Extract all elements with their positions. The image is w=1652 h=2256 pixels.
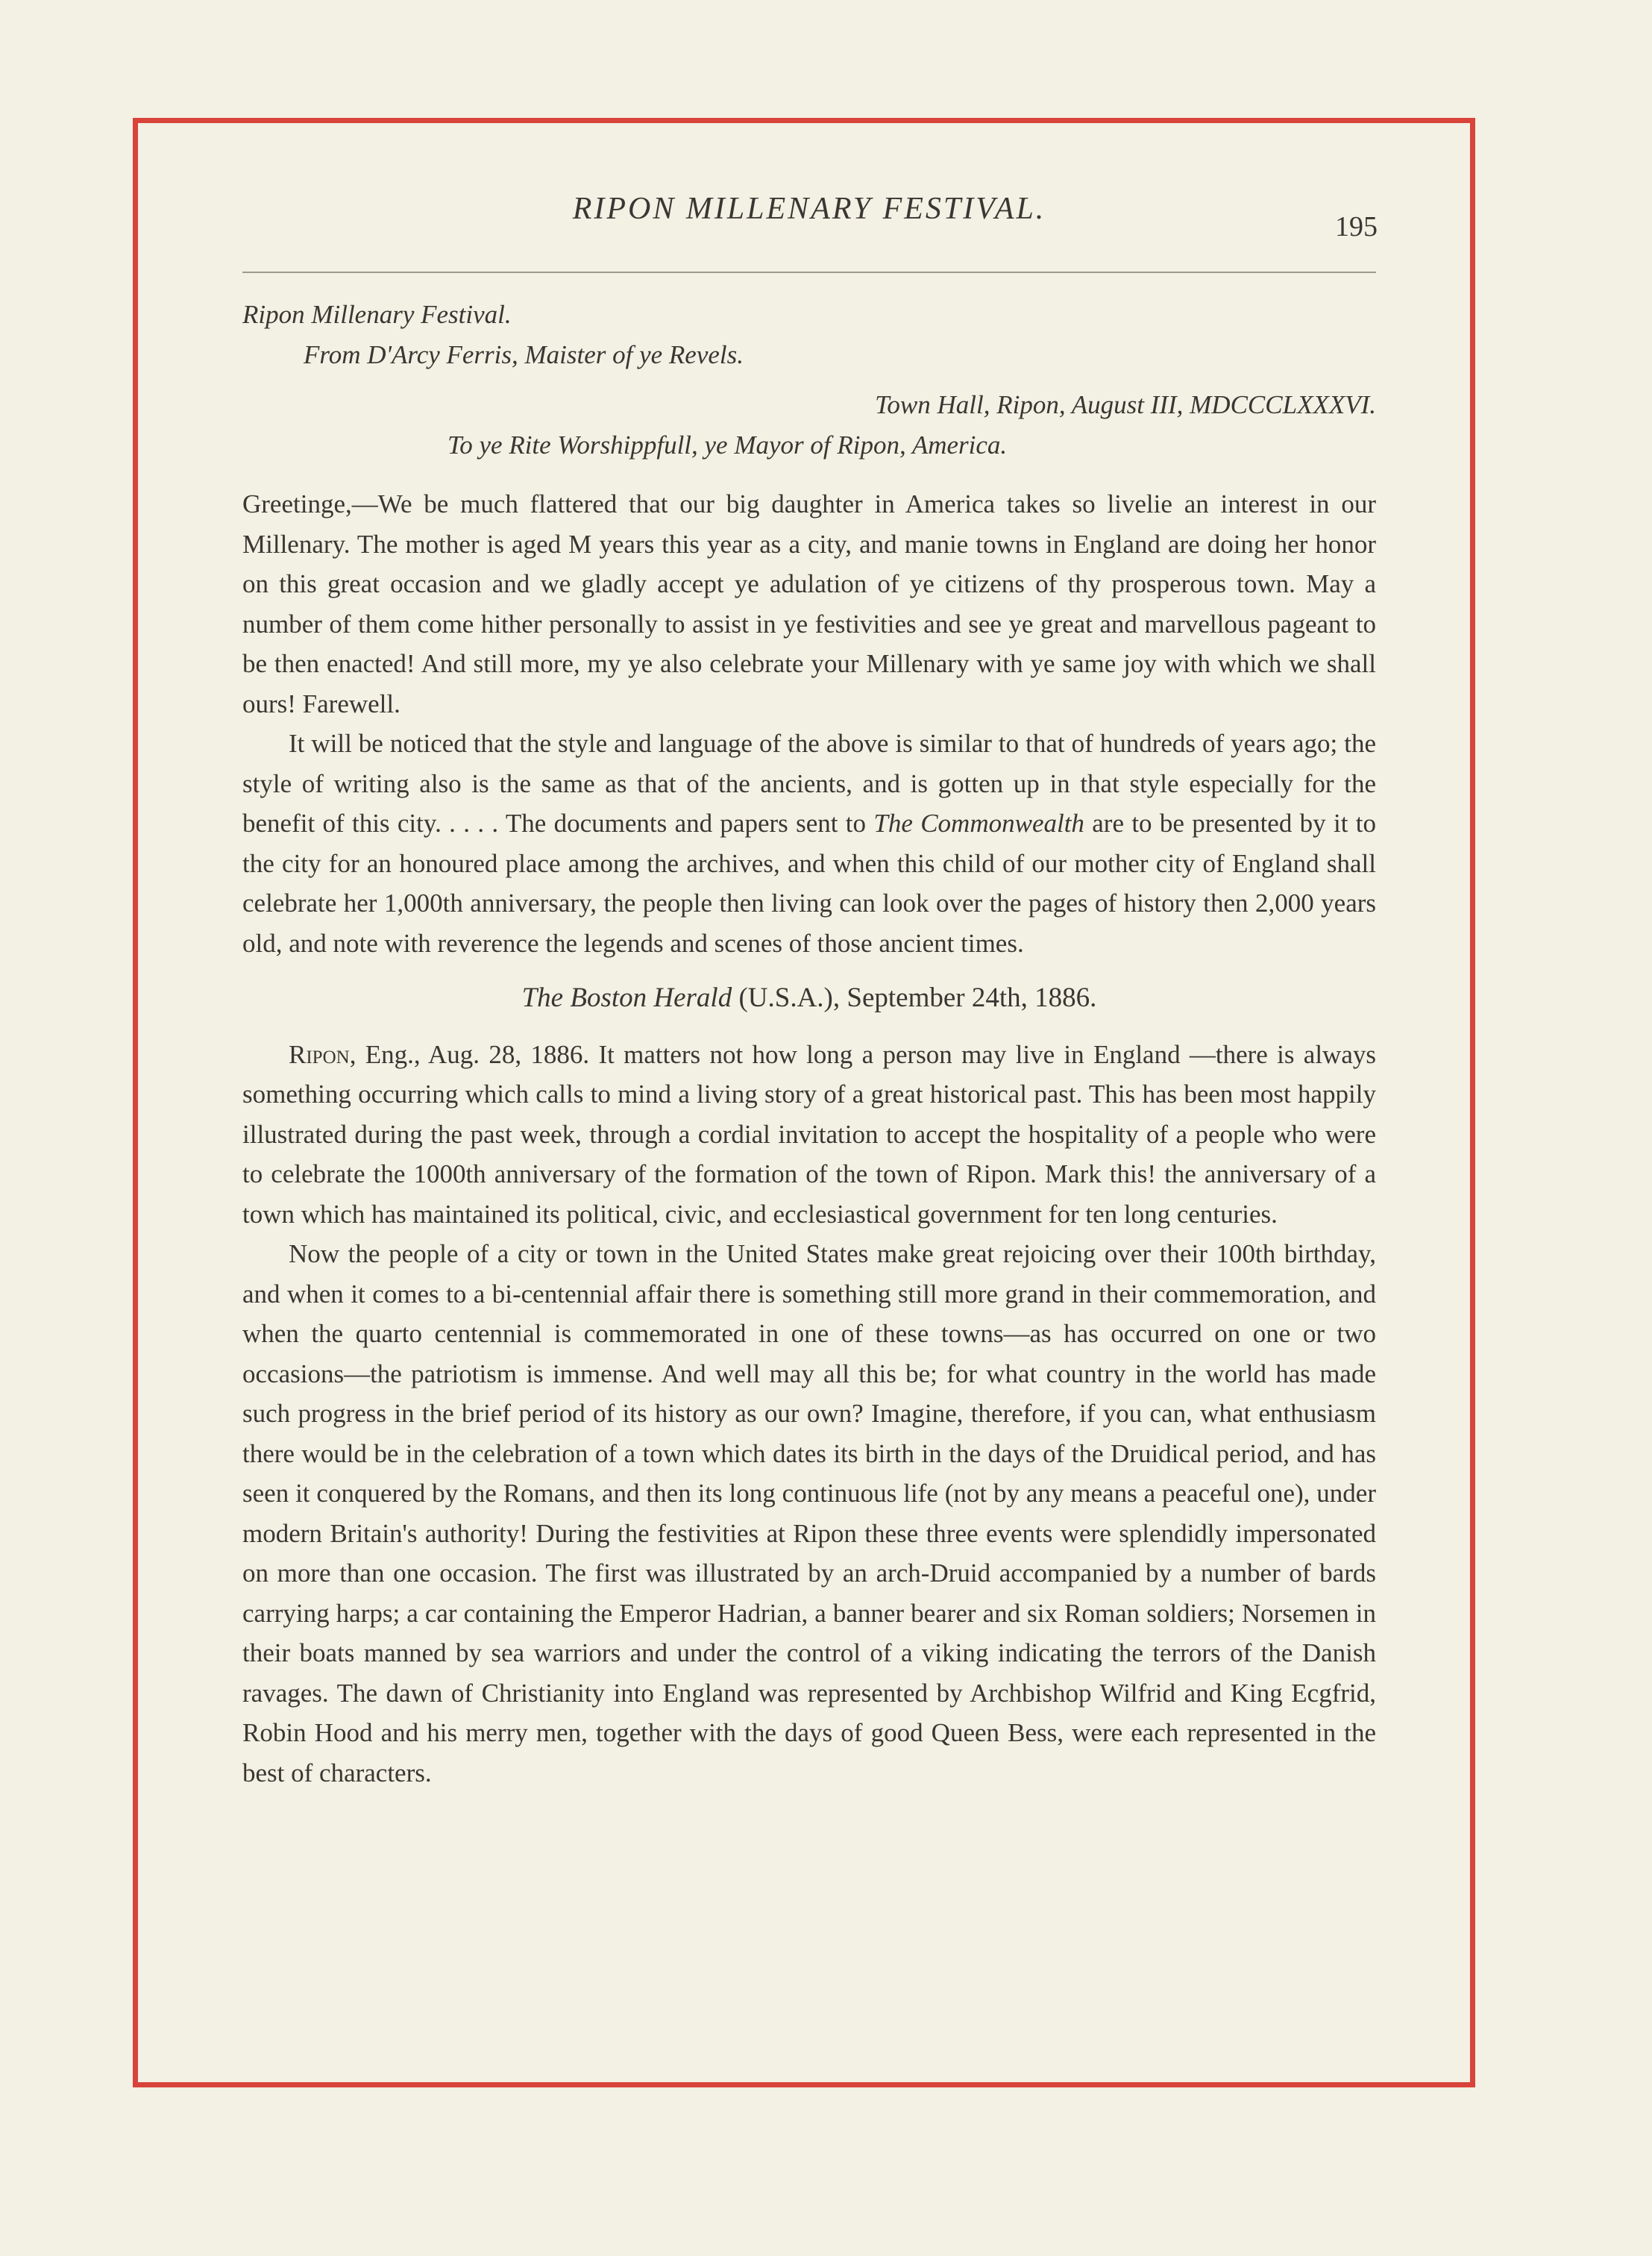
article-paragraph-2: Now the people of a city or town in the United States make great rejoicing over their 100th birthday, and when it comes to a bi-centennial affair there is something still more grand in their commemoration, and when the quarto centennial is commemorated in one of these towns—as has occurred on one or two occasions—the patriotism is immense. And well may all this be; for what country in the world has made such progress in the brief period of its history as our own? Imagine, therefore, if you can, what enthusiasm there would be in the celebration of a town which dates its birth in the days of the Druidical period, and has seen it conquered by the Romans, and then its long continuous life (not by any means a peaceful one), under modern Britain's authority! During the festivities at Ripon these three events were splendidly impersonated on more than one occasion. The first was illustrated by an arch-Druid accompanied by a number of bards carrying harps; a car containing the Emperor Hadrian, a banner bearer and six Roman soldiers; Norsemen in their boats manned by sea warriors and under the control of a viking indicating the terrors of the Danish ravages. The dawn of Christianity into England was represented by Archbishop Wilfrid and King Ecgfrid, Robin Hood and his merry men, together with the days of good Queen Bess, were each represented in the best of characters. [242,1239,1376,1787]
source-publication: The Boston Herald [521,983,732,1013]
letter-from: From D'Arcy Ferris, Maister of ye Revels. [304,339,744,369]
running-title: RIPON MILLENARY FESTIVAL. [572,192,1046,226]
source-detail: (U.S.A.), September 24th, 1886. [732,983,1097,1013]
commentary-part1: It will be noticed that the style and language of the above is similar to that of hundreds of years ago; the style of writing also is the same as that of the ancients, and is gotten up in that style especially for the benefit of this city. . . . . The documents and papers sent to [242,729,1376,838]
letter-place-date: Town Hall, Ripon, August III, MDCCCLXXXVI. [875,390,1376,419]
article-text-1: It matters not how long a person may live in England —there is always something occurring which calls to mind a living story of a great historical past. This has been most happily illustrated during the past week, through a cordial invitation to accept the hospitality of a people who were to celebrate the 1000th anniversary of the formation of the town of Ripon. Mark this! the anniversary of a town which has maintained its political, civic, and ecclesiastical government for ten long centuries. [242,1039,1376,1229]
header-rule [242,272,1376,273]
letter-body: Greetinge,—We be much flattered that our big daughter in America takes so livelie an interest in our Millenary. The mother is aged M years this year as a city, and manie towns in England are doing her honor on this great occasion and we gladly accept ye adulation of ye citizens of thy prosperous town. May a number of them come hither personally to assist in ye festivities and see ye great and marvellous pageant to be then enacted! And still more, my ye also celebrate your Millenary with ye same joy with which we shall ours! Farewell. [242,489,1376,718]
commentary-publication: The Commonwealth [873,809,1084,838]
dateline-rest: , Eng., Aug. 28, 1886. [349,1039,590,1069]
article-paragraph-1 [242,1035,1376,1235]
letter-addressee: To ye Rite Worshippfull, ye Mayor of Ripon, America. [447,430,1008,460]
source-line [242,978,1376,1018]
page-number: 195 [1335,211,1378,242]
letter-heading: Ripon Millenary Festival. [242,300,512,329]
commentary-part2: are to be presented by it to the city for an honoured place among the archives, and when this child of our mother city of England shall celebrate her 1,000th anniversary, the people then living can look over the pages of history then 2,000 years old, and note with reverence the legends and scenes of those ancient times. [242,809,1376,958]
page-content [242,295,1376,1793]
commentary-paragraph [242,724,1376,963]
dateline-place: Ripon [289,1039,350,1069]
running-head [242,191,1376,240]
